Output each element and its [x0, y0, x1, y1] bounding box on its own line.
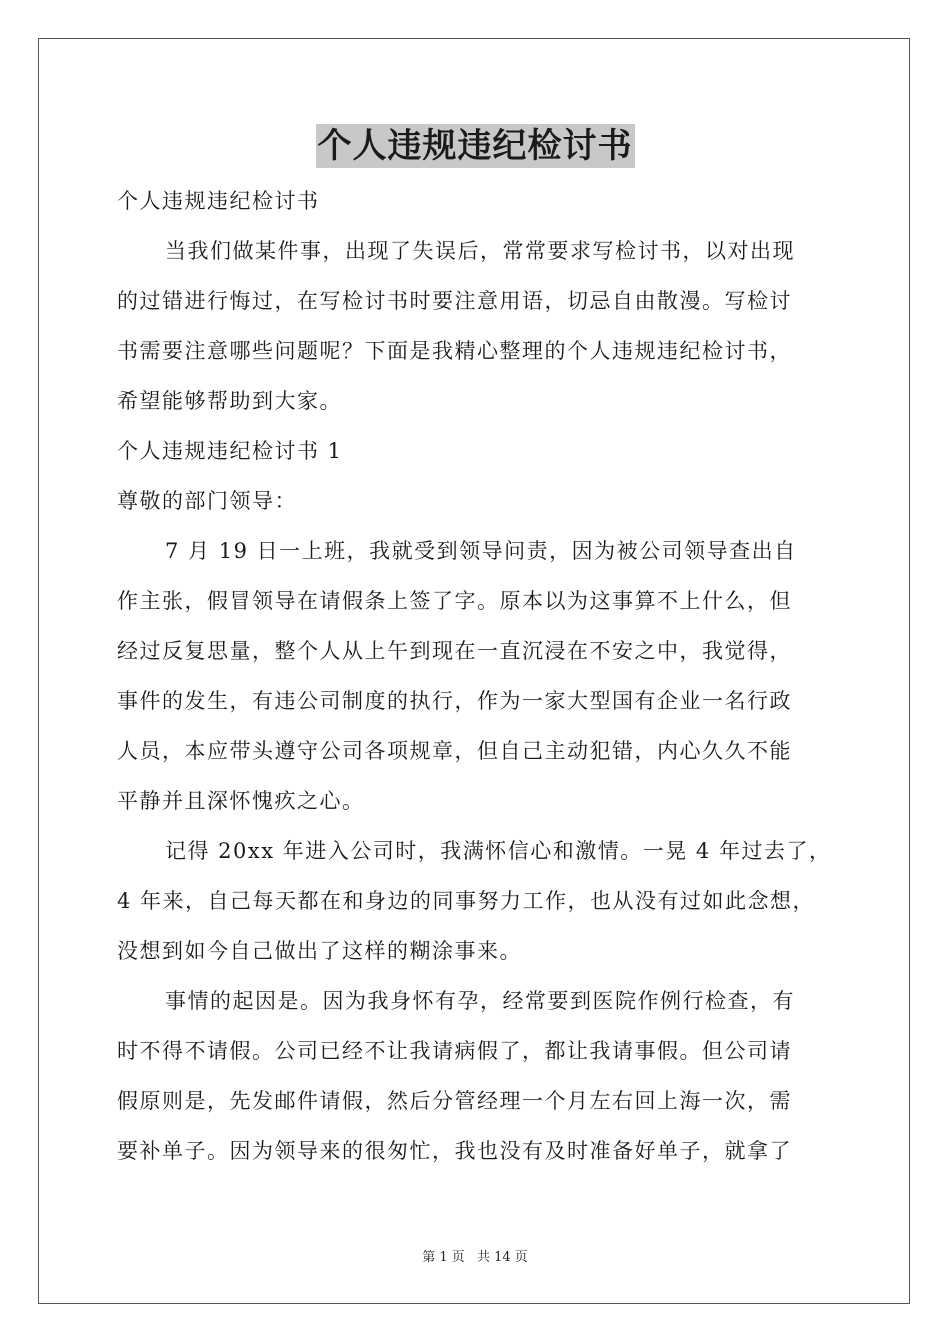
- text-line: 时不得不请假。公司已经不让我请病假了，都让我请事假。但公司请: [117, 1039, 792, 1063]
- page-total: 共 14 页: [476, 1250, 528, 1265]
- text-line: 经过反复思量，整个人从上午到现在一直沉浸在不安之中，我觉得，: [117, 639, 792, 663]
- document-title: 个人违规违纪检讨书: [317, 126, 633, 166]
- document-body: [117, 176, 847, 1176]
- text-line: 个人违规违纪检讨书 1: [117, 439, 343, 463]
- text-line: 4 年来，自己每天都在和身边的同事努力工作，也从没有过如此念想，: [117, 889, 816, 913]
- text-line: 人员，本应带头遵守公司各项规章，但自己主动犯错，内心久久不能: [117, 739, 792, 763]
- text-line: 事情的起因是。因为我身怀有孕，经常要到医院作例行检查，有: [165, 989, 795, 1013]
- text-line: 假原则是，先发邮件请假，然后分管经理一个月左右回上海一次，需: [117, 1089, 792, 1113]
- text-line: 尊敬的部门领导：: [117, 489, 297, 513]
- title-container: [0, 124, 950, 168]
- text-line: 没想到如今自己做出了这样的糊涂事来。: [117, 939, 522, 963]
- text-line: 平静并且深怀愧疚之心。: [117, 789, 365, 813]
- text-line: 当我们做某件事，出现了失误后，常常要求写检讨书，以对出现: [165, 239, 795, 263]
- text-line: 要补单子。因为领导来的很匆忙，我也没有及时准备好单子，就拿了: [117, 1139, 792, 1163]
- page-footer: [0, 1246, 950, 1265]
- page-number: 第 1 页: [422, 1250, 465, 1265]
- text-line: 事件的发生，有违公司制度的执行，作为一家大型国有企业一名行政: [117, 689, 792, 713]
- text-line: 书需要注意哪些问题呢？下面是我精心整理的个人违规违纪检讨书，: [117, 339, 792, 363]
- text-line: 的过错进行悔过，在写检讨书时要注意用语，切忌自由散漫。写检讨: [117, 289, 792, 313]
- text-line: 7 月 19 日一上班，我就受到领导问责，因为被公司领导查出自: [165, 539, 797, 563]
- text-line: 记得 20xx 年进入公司时，我满怀信心和激情。一晃 4 年过去了，: [165, 839, 832, 863]
- text-line: 作主张，假冒领导在请假条上签了字。原本以为这事算不上什么，但: [117, 589, 792, 613]
- text-line: 希望能够帮助到大家。: [117, 389, 342, 413]
- text-line: 个人违规违纪检讨书: [117, 189, 320, 213]
